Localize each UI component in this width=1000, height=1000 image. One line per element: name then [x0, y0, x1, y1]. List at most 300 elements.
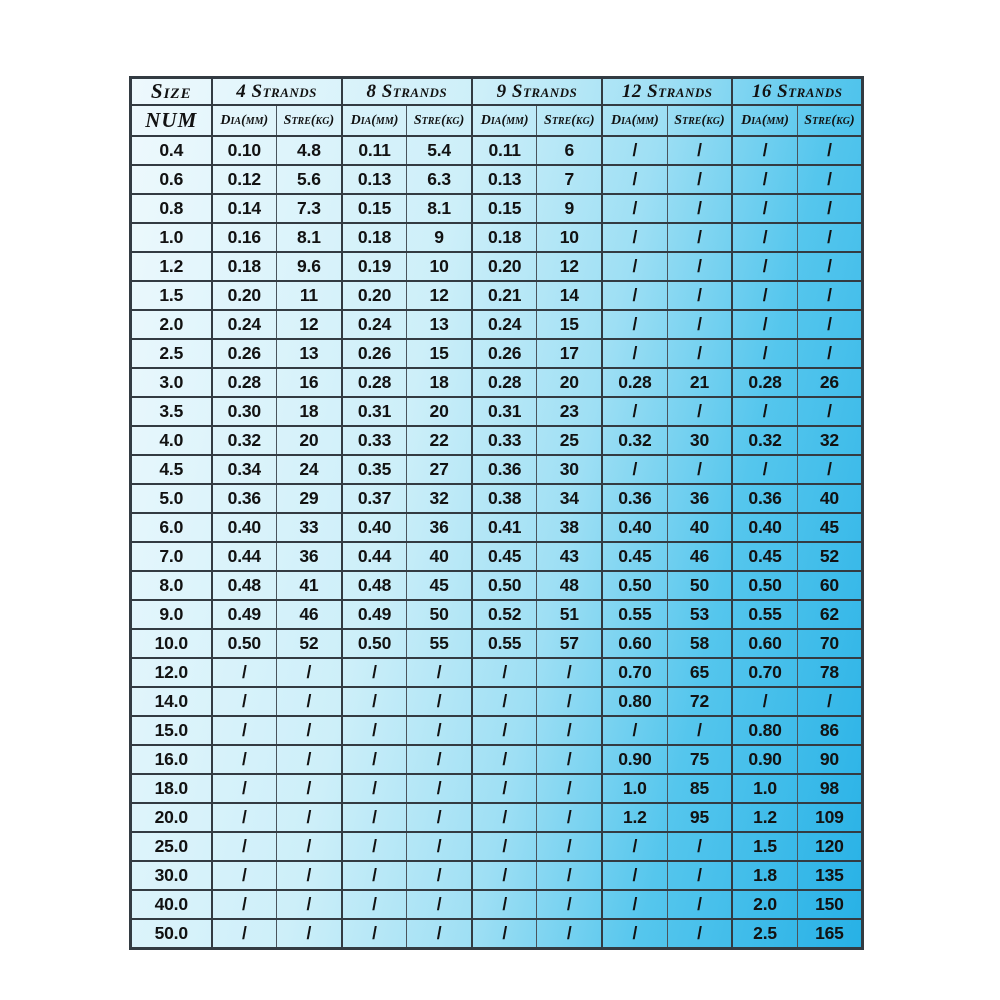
stre-cell: 12	[407, 281, 472, 310]
dia-cell: /	[732, 339, 797, 368]
dia-cell: 0.11	[342, 136, 407, 165]
dia-cell: /	[602, 890, 667, 919]
stre-cell: 29	[277, 484, 342, 513]
size-cell: 18.0	[131, 774, 212, 803]
stre-cell: 8.1	[277, 223, 342, 252]
stre-cell: /	[407, 803, 472, 832]
stre-cell: 40	[667, 513, 732, 542]
size-cell: 1.0	[131, 223, 212, 252]
size-cell: 16.0	[131, 745, 212, 774]
stre-cell: 135	[797, 861, 862, 890]
dia-cell: 0.36	[212, 484, 277, 513]
stre-cell: /	[667, 223, 732, 252]
stre-cell: /	[797, 252, 862, 281]
stre-cell: /	[537, 745, 602, 774]
size-cell: 0.8	[131, 194, 212, 223]
sub-header-row	[131, 105, 863, 136]
stre-cell: /	[407, 919, 472, 948]
stre-cell: 70	[797, 629, 862, 658]
stre-cell: /	[667, 890, 732, 919]
table-row	[131, 513, 863, 542]
table-row	[131, 484, 863, 513]
table-row	[131, 542, 863, 571]
dia-cell: /	[212, 716, 277, 745]
dia-cell: 0.19	[342, 252, 407, 281]
stre-cell: 53	[667, 600, 732, 629]
stre-cell: 7.3	[277, 194, 342, 223]
stre-cell: /	[277, 890, 342, 919]
table-row	[131, 658, 863, 687]
dia-cell: 0.28	[602, 368, 667, 397]
stre-header: Stre(kg)	[797, 105, 862, 136]
dia-cell: /	[342, 658, 407, 687]
stre-cell: /	[277, 774, 342, 803]
dia-cell: /	[342, 832, 407, 861]
stre-cell: 60	[797, 571, 862, 600]
dia-cell: 0.55	[732, 600, 797, 629]
dia-cell: 0.41	[472, 513, 537, 542]
dia-cell: 0.33	[472, 426, 537, 455]
stre-cell: 78	[797, 658, 862, 687]
stre-cell: /	[797, 310, 862, 339]
dia-cell: 0.32	[602, 426, 667, 455]
stre-cell: /	[667, 136, 732, 165]
stre-cell: /	[537, 861, 602, 890]
table-row	[131, 571, 863, 600]
dia-cell: 0.16	[212, 223, 277, 252]
dia-cell: /	[472, 890, 537, 919]
dia-cell: /	[212, 774, 277, 803]
stre-cell: /	[277, 803, 342, 832]
stre-cell: 62	[797, 600, 862, 629]
dia-cell: 0.55	[602, 600, 667, 629]
size-cell: 12.0	[131, 658, 212, 687]
table-row	[131, 426, 863, 455]
dia-cell: /	[732, 194, 797, 223]
dia-cell: 0.49	[212, 600, 277, 629]
group-header-9-strands: 9 Strands	[472, 78, 602, 106]
stre-cell: 90	[797, 745, 862, 774]
dia-cell: /	[602, 136, 667, 165]
dia-header: Dia(mm)	[472, 105, 537, 136]
stre-cell: /	[407, 716, 472, 745]
stre-cell: 9	[407, 223, 472, 252]
stre-cell: 120	[797, 832, 862, 861]
size-cell: 30.0	[131, 861, 212, 890]
stre-cell: /	[667, 252, 732, 281]
stre-cell: 51	[537, 600, 602, 629]
dia-cell: 0.40	[342, 513, 407, 542]
stre-header: Stre(kg)	[277, 105, 342, 136]
dia-cell: /	[602, 223, 667, 252]
dia-cell: /	[602, 165, 667, 194]
stre-cell: 13	[407, 310, 472, 339]
dia-cell: 0.70	[602, 658, 667, 687]
dia-cell: /	[212, 832, 277, 861]
dia-cell: /	[602, 310, 667, 339]
size-cell: 4.5	[131, 455, 212, 484]
stre-cell: 55	[407, 629, 472, 658]
stre-cell: /	[667, 455, 732, 484]
dia-header: Dia(mm)	[342, 105, 407, 136]
stre-cell: /	[537, 658, 602, 687]
dia-cell: 0.50	[602, 571, 667, 600]
dia-cell: /	[472, 774, 537, 803]
group-header-16-strands: 16 Strands	[732, 78, 862, 106]
stre-cell: 58	[667, 629, 732, 658]
dia-cell: /	[732, 252, 797, 281]
stre-cell: /	[797, 397, 862, 426]
stre-cell: 12	[277, 310, 342, 339]
dia-cell: /	[472, 687, 537, 716]
dia-cell: /	[342, 861, 407, 890]
size-cell: 3.5	[131, 397, 212, 426]
dia-cell: 0.13	[342, 165, 407, 194]
stre-cell: 36	[277, 542, 342, 571]
dia-cell: 0.18	[342, 223, 407, 252]
dia-cell: 2.5	[732, 919, 797, 948]
size-cell: 1.5	[131, 281, 212, 310]
size-cell: 4.0	[131, 426, 212, 455]
stre-cell: /	[277, 716, 342, 745]
stre-cell: 98	[797, 774, 862, 803]
size-cell: 25.0	[131, 832, 212, 861]
stre-cell: 95	[667, 803, 732, 832]
stre-cell: /	[277, 919, 342, 948]
stre-cell: 21	[667, 368, 732, 397]
dia-cell: 0.13	[472, 165, 537, 194]
stre-cell: 12	[537, 252, 602, 281]
dia-cell: 0.28	[732, 368, 797, 397]
dia-cell: 0.31	[472, 397, 537, 426]
stre-cell: /	[667, 861, 732, 890]
stre-cell: 50	[667, 571, 732, 600]
stre-cell: 32	[797, 426, 862, 455]
table-row	[131, 687, 863, 716]
dia-cell: 0.80	[732, 716, 797, 745]
table-row	[131, 455, 863, 484]
dia-cell: 1.5	[732, 832, 797, 861]
table-row	[131, 890, 863, 919]
dia-cell: /	[602, 252, 667, 281]
dia-cell: /	[602, 339, 667, 368]
stre-cell: /	[537, 890, 602, 919]
corner-num-header: NUM	[131, 105, 212, 136]
stre-cell: 72	[667, 687, 732, 716]
stre-cell: 75	[667, 745, 732, 774]
dia-cell: 0.10	[212, 136, 277, 165]
stre-cell: 52	[277, 629, 342, 658]
table-row	[131, 310, 863, 339]
stre-cell: /	[407, 745, 472, 774]
table-row	[131, 339, 863, 368]
stre-cell: 41	[277, 571, 342, 600]
dia-cell: 0.20	[342, 281, 407, 310]
dia-cell: 0.21	[472, 281, 537, 310]
table-row	[131, 774, 863, 803]
stre-cell: /	[667, 165, 732, 194]
stre-header: Stre(kg)	[407, 105, 472, 136]
stre-cell: 57	[537, 629, 602, 658]
dia-cell: /	[732, 397, 797, 426]
dia-cell: /	[342, 803, 407, 832]
stre-cell: 20	[407, 397, 472, 426]
stre-cell: 9	[537, 194, 602, 223]
dia-cell: 0.32	[732, 426, 797, 455]
table-row	[131, 600, 863, 629]
spec-table	[129, 76, 864, 950]
stre-cell: 15	[407, 339, 472, 368]
stre-cell: 4.8	[277, 136, 342, 165]
dia-cell: /	[472, 919, 537, 948]
stre-cell: /	[407, 890, 472, 919]
dia-cell: 1.2	[602, 803, 667, 832]
stre-header: Stre(kg)	[537, 105, 602, 136]
dia-cell: 2.0	[732, 890, 797, 919]
dia-cell: /	[342, 774, 407, 803]
stre-cell: /	[797, 339, 862, 368]
size-cell: 3.0	[131, 368, 212, 397]
dia-cell: /	[602, 194, 667, 223]
dia-cell: 0.24	[342, 310, 407, 339]
stre-cell: 24	[277, 455, 342, 484]
dia-cell: /	[732, 310, 797, 339]
stre-cell: /	[277, 745, 342, 774]
size-cell: 6.0	[131, 513, 212, 542]
dia-cell: 0.28	[212, 368, 277, 397]
table-row	[131, 861, 863, 890]
stre-cell: /	[667, 281, 732, 310]
stre-cell: /	[667, 919, 732, 948]
stre-cell: 8.1	[407, 194, 472, 223]
stre-cell: 7	[537, 165, 602, 194]
stre-cell: /	[537, 832, 602, 861]
stre-cell: 5.4	[407, 136, 472, 165]
dia-cell: 0.70	[732, 658, 797, 687]
stre-cell: 38	[537, 513, 602, 542]
dia-cell: 0.60	[602, 629, 667, 658]
stre-cell: 86	[797, 716, 862, 745]
stre-cell: 27	[407, 455, 472, 484]
stre-cell: 33	[277, 513, 342, 542]
stre-cell: 18	[407, 368, 472, 397]
stre-cell: /	[667, 397, 732, 426]
dia-cell: /	[602, 281, 667, 310]
stre-cell: /	[537, 774, 602, 803]
dia-cell: 1.8	[732, 861, 797, 890]
stre-cell: 65	[667, 658, 732, 687]
size-cell: 7.0	[131, 542, 212, 571]
stre-cell: 17	[537, 339, 602, 368]
stre-cell: /	[277, 861, 342, 890]
stre-cell: 32	[407, 484, 472, 513]
table-row	[131, 832, 863, 861]
table-row	[131, 165, 863, 194]
dia-cell: 0.26	[212, 339, 277, 368]
stre-cell: /	[407, 832, 472, 861]
dia-cell: 0.20	[212, 281, 277, 310]
dia-cell: 0.50	[342, 629, 407, 658]
dia-cell: /	[602, 919, 667, 948]
dia-cell: 0.26	[342, 339, 407, 368]
stre-cell: 165	[797, 919, 862, 948]
dia-cell: 0.40	[602, 513, 667, 542]
stre-cell: 5.6	[277, 165, 342, 194]
table-row	[131, 194, 863, 223]
dia-cell: /	[342, 919, 407, 948]
dia-cell: /	[342, 687, 407, 716]
stre-cell: /	[407, 861, 472, 890]
dia-cell: 0.49	[342, 600, 407, 629]
dia-cell: 0.24	[472, 310, 537, 339]
stre-cell: 46	[277, 600, 342, 629]
stre-cell: 22	[407, 426, 472, 455]
dia-cell: 0.90	[602, 745, 667, 774]
stre-cell: 6	[537, 136, 602, 165]
stre-cell: 30	[537, 455, 602, 484]
dia-cell: /	[732, 455, 797, 484]
dia-cell: 0.45	[732, 542, 797, 571]
stre-cell: 48	[537, 571, 602, 600]
dia-cell: /	[342, 745, 407, 774]
stre-cell: /	[277, 832, 342, 861]
dia-header: Dia(mm)	[212, 105, 277, 136]
dia-cell: 0.90	[732, 745, 797, 774]
size-cell: 9.0	[131, 600, 212, 629]
stre-cell: 45	[797, 513, 862, 542]
table-row	[131, 223, 863, 252]
stre-cell: 11	[277, 281, 342, 310]
dia-cell: 0.18	[212, 252, 277, 281]
dia-cell: /	[212, 919, 277, 948]
stre-cell: /	[277, 658, 342, 687]
size-cell: 2.0	[131, 310, 212, 339]
stre-cell: 85	[667, 774, 732, 803]
dia-cell: 0.45	[602, 542, 667, 571]
stre-cell: /	[667, 716, 732, 745]
stre-cell: 23	[537, 397, 602, 426]
dia-cell: /	[602, 716, 667, 745]
stre-cell: 150	[797, 890, 862, 919]
dia-cell: /	[212, 861, 277, 890]
size-cell: 10.0	[131, 629, 212, 658]
dia-cell: 0.44	[342, 542, 407, 571]
dia-cell: /	[212, 890, 277, 919]
dia-cell: 0.36	[732, 484, 797, 513]
stre-cell: /	[667, 310, 732, 339]
stre-cell: /	[537, 687, 602, 716]
dia-cell: 0.40	[212, 513, 277, 542]
dia-cell: 0.31	[342, 397, 407, 426]
stre-cell: 52	[797, 542, 862, 571]
stre-cell: /	[667, 339, 732, 368]
dia-cell: 0.14	[212, 194, 277, 223]
dia-cell: /	[472, 658, 537, 687]
size-cell: 40.0	[131, 890, 212, 919]
size-cell: 0.6	[131, 165, 212, 194]
group-header-4-strands: 4 Strands	[212, 78, 342, 106]
table-row	[131, 716, 863, 745]
size-cell: 1.2	[131, 252, 212, 281]
dia-cell: 0.38	[472, 484, 537, 513]
table-row	[131, 281, 863, 310]
stre-cell: 15	[537, 310, 602, 339]
table-row	[131, 745, 863, 774]
stre-cell: /	[537, 716, 602, 745]
stre-cell: 40	[407, 542, 472, 571]
stre-cell: 18	[277, 397, 342, 426]
stre-cell: /	[667, 832, 732, 861]
dia-cell: /	[602, 455, 667, 484]
stre-cell: 26	[797, 368, 862, 397]
stre-cell: 25	[537, 426, 602, 455]
dia-cell: /	[212, 687, 277, 716]
dia-cell: 0.11	[472, 136, 537, 165]
dia-cell: 0.18	[472, 223, 537, 252]
spec-table-head	[131, 78, 863, 137]
dia-header: Dia(mm)	[602, 105, 667, 136]
dia-cell: 0.50	[472, 571, 537, 600]
stre-cell: /	[407, 774, 472, 803]
dia-cell: 0.55	[472, 629, 537, 658]
dia-cell: 0.36	[602, 484, 667, 513]
stre-cell: 45	[407, 571, 472, 600]
corner-size-header: Size	[131, 78, 212, 106]
dia-cell: 0.32	[212, 426, 277, 455]
dia-cell: 0.40	[732, 513, 797, 542]
dia-cell: /	[732, 281, 797, 310]
dia-cell: 0.52	[472, 600, 537, 629]
stre-cell: 30	[667, 426, 732, 455]
size-cell: 0.4	[131, 136, 212, 165]
group-header-row	[131, 78, 863, 106]
dia-cell: 0.12	[212, 165, 277, 194]
dia-cell: 0.26	[472, 339, 537, 368]
stre-cell: 9.6	[277, 252, 342, 281]
dia-cell: 0.30	[212, 397, 277, 426]
dia-cell: 1.0	[602, 774, 667, 803]
dia-cell: 1.0	[732, 774, 797, 803]
dia-cell: 0.37	[342, 484, 407, 513]
dia-cell: /	[212, 745, 277, 774]
dia-cell: /	[732, 165, 797, 194]
stre-cell: /	[407, 658, 472, 687]
dia-cell: 0.44	[212, 542, 277, 571]
dia-cell: 0.80	[602, 687, 667, 716]
stre-cell: 34	[537, 484, 602, 513]
dia-cell: /	[342, 890, 407, 919]
stre-cell: /	[277, 687, 342, 716]
table-row	[131, 252, 863, 281]
stre-cell: /	[667, 194, 732, 223]
stre-cell: /	[407, 687, 472, 716]
stre-cell: 46	[667, 542, 732, 571]
stre-cell: /	[797, 455, 862, 484]
dia-cell: /	[472, 745, 537, 774]
dia-cell: /	[732, 223, 797, 252]
dia-cell: 0.48	[342, 571, 407, 600]
dia-cell: /	[602, 397, 667, 426]
size-cell: 5.0	[131, 484, 212, 513]
dia-cell: /	[732, 687, 797, 716]
dia-cell: /	[212, 658, 277, 687]
dia-cell: /	[212, 803, 277, 832]
dia-cell: /	[472, 832, 537, 861]
table-row	[131, 397, 863, 426]
stre-cell: 6.3	[407, 165, 472, 194]
dia-cell: 0.24	[212, 310, 277, 339]
stre-cell: 109	[797, 803, 862, 832]
